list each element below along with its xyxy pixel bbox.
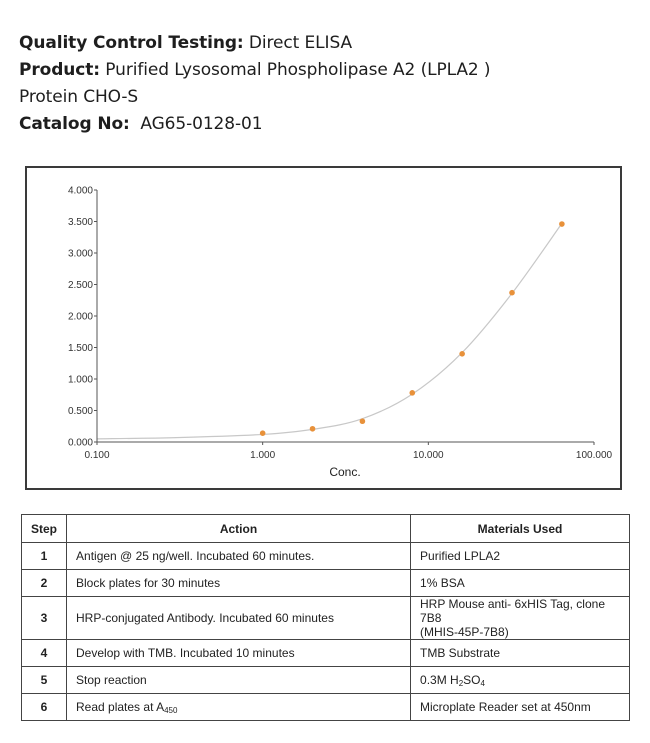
material-line-2: (MHIS-45P-7B8) <box>420 625 509 639</box>
y-tick-label: 2.000 <box>67 311 93 323</box>
action-subscript: 450 <box>164 705 178 715</box>
material-mid: SO <box>463 672 481 687</box>
step-action: HRP-conjugated Antibody. Incubated 60 minutes <box>67 597 411 640</box>
fit-curve <box>97 223 562 438</box>
y-tick-label: 2.500 <box>67 280 93 291</box>
step-number: 5 <box>22 667 67 694</box>
step-number: 6 <box>22 694 67 721</box>
table-row <box>22 597 630 640</box>
data-point <box>260 430 266 436</box>
product-value: Purified Lysosomal Phospholipase A2 (LPLA2 ) <box>100 60 491 80</box>
header-step: Step <box>22 515 67 543</box>
step-number: 4 <box>22 640 67 667</box>
x-tick-label: 0.100 <box>84 450 110 461</box>
step-material <box>411 667 630 694</box>
data-point <box>310 426 316 432</box>
step-material: Purified LPLA2 <box>411 543 630 570</box>
step-action <box>67 694 411 721</box>
table-row <box>22 570 630 597</box>
fit-curve-layer <box>97 223 562 438</box>
data-point <box>509 290 515 296</box>
table-row <box>22 640 630 667</box>
x-tick-label: 1.000 <box>250 450 276 461</box>
y-tick-label: 3.500 <box>67 217 93 228</box>
x-axis-title: Conc. <box>329 465 361 479</box>
table-header-row <box>22 515 630 543</box>
qc-testing-label: Quality Control Testing: <box>19 33 244 53</box>
catalog-value: AG65-0128-01 <box>129 114 263 134</box>
y-tick-label: 0.500 <box>67 406 93 417</box>
product-value-line2: Protein CHO-S <box>19 87 139 107</box>
action-prefix: Read plates at A <box>76 699 165 714</box>
y-tick-label: 4.000 <box>67 185 93 197</box>
step-action: Stop reaction <box>67 667 411 694</box>
step-action: Develop with TMB. Incubated 10 minutes <box>67 640 411 667</box>
data-point <box>559 221 565 227</box>
protocol-table <box>21 514 630 721</box>
material-subscript-2: 4 <box>480 678 485 688</box>
x-tick-label: 100.000 <box>575 450 613 461</box>
material-prefix: 0.3M H <box>420 672 459 687</box>
step-material <box>411 597 630 640</box>
data-points <box>260 221 565 436</box>
step-number: 1 <box>22 543 67 570</box>
step-material: 1% BSA <box>411 570 630 597</box>
material-subscript-1: 2 <box>458 678 464 688</box>
step-action: Block plates for 30 minutes <box>67 570 411 597</box>
y-tick-label: 1.500 <box>67 343 93 354</box>
y-tick-label: 3.000 <box>67 248 93 260</box>
data-point <box>360 418 366 424</box>
step-material: Microplate Reader set at 450nm <box>411 694 630 721</box>
y-tick-label: 1.000 <box>67 374 93 386</box>
catalog-label: Catalog No: <box>19 114 130 134</box>
y-tick-label: 0.000 <box>67 437 93 449</box>
header-action: Action <box>67 515 411 543</box>
step-material: TMB Substrate <box>411 640 630 667</box>
table-row <box>22 694 630 721</box>
qc-testing-value: Direct ELISA <box>243 33 352 53</box>
table-row <box>22 667 630 694</box>
header-materials: Materials Used <box>411 515 630 543</box>
axes <box>68 186 613 462</box>
product-label: Product: <box>19 60 100 80</box>
data-point <box>409 390 415 396</box>
step-number: 3 <box>22 597 67 640</box>
table-row <box>22 543 630 570</box>
step-number: 2 <box>22 570 67 597</box>
x-tick-label: 10.000 <box>413 450 444 461</box>
material-line-1: HRP Mouse anti- 6xHIS Tag, clone 7B8 <box>420 597 605 625</box>
data-point <box>459 351 465 357</box>
step-action: Antigen @ 25 ng/well. Incubated 60 minutes. <box>67 543 411 570</box>
